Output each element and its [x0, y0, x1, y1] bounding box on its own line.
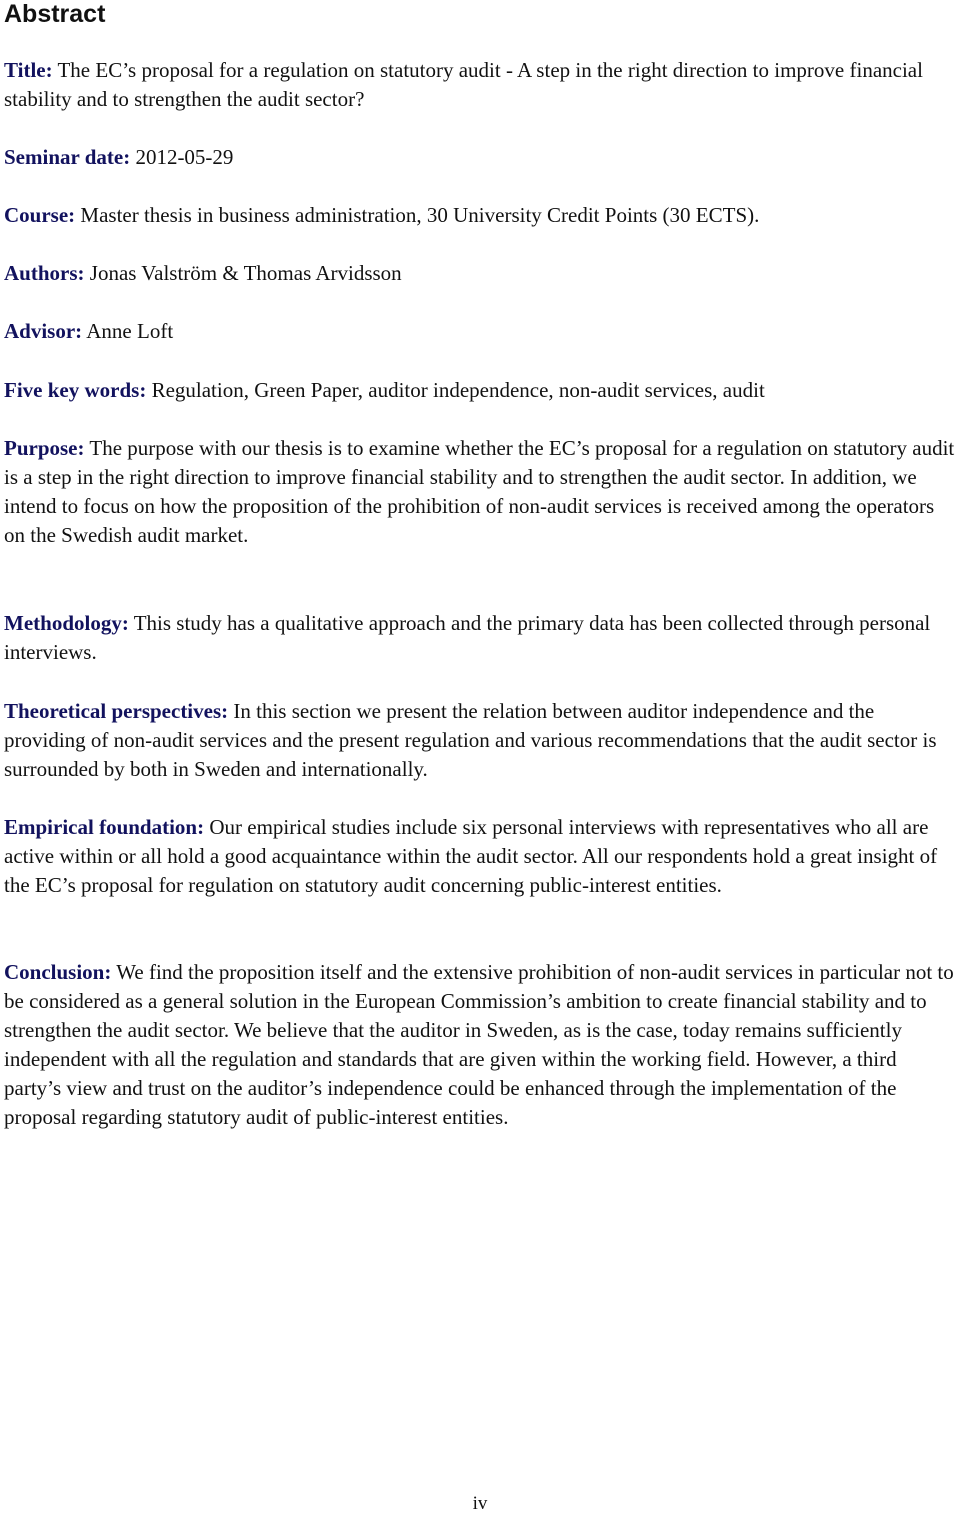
- course-value: Master thesis in business administration, 30 University Credit Points (30 ECTS).: [80, 203, 760, 227]
- advisor-value: Anne Loft: [86, 319, 174, 343]
- title-field: [4, 56, 958, 114]
- purpose-field: [4, 434, 958, 550]
- title-label: Title:: [4, 58, 53, 82]
- empirical-foundation-value: Our empirical studies include six personal interviews with representatives who all are active within or all hold a good acquaintance within the audit sector. All our respondents hold a great insight of the EC’s proposal for regulation on statutory audit concerning public-interest entities.: [4, 815, 938, 897]
- authors-label: Authors:: [4, 261, 85, 285]
- course-field: [4, 201, 958, 230]
- seminar-date-value: 2012-05-29: [135, 145, 234, 169]
- purpose-label: Purpose:: [4, 436, 85, 460]
- title-value: The EC’s proposal for a regulation on statutory audit - A step in the right direction to improve financial stability and to strengthen the audit sector?: [4, 58, 923, 111]
- methodology-field: [4, 609, 958, 667]
- seminar-date-field: [4, 143, 958, 172]
- advisor-field: [4, 317, 958, 346]
- key-words-field: [4, 376, 958, 405]
- theoretical-perspectives-value: In this section we present the relation between auditor independence and the providing of non-audit services and the present regulation and various recommendations that the audit sector is surrounded by both in Sweden and internationally.: [4, 699, 937, 781]
- key-words-value: Regulation, Green Paper, auditor independence, non-audit services, audit: [151, 378, 765, 402]
- abstract-heading: Abstract: [4, 0, 106, 28]
- purpose-value: The purpose with our thesis is to examine whether the EC’s proposal for a regulation on statutory audit is a step in the right direction to improve financial stability and to strengthen the audit sector. In addition, we intend to focus on how the proposition of the prohibition of non-audit services is received among the operators on the Swedish audit market.: [4, 436, 955, 547]
- empirical-foundation-label: Empirical foundation:: [4, 815, 205, 839]
- key-words-label: Five key words:: [4, 378, 147, 402]
- seminar-date-label: Seminar date:: [4, 145, 131, 169]
- methodology-label: Methodology:: [4, 611, 129, 635]
- page-number: iv: [472, 1493, 488, 1514]
- authors-value: Jonas Valström & Thomas Arvidsson: [89, 261, 402, 285]
- authors-field: [4, 259, 958, 288]
- theoretical-perspectives-field: [4, 697, 958, 784]
- course-label: Course:: [4, 203, 76, 227]
- conclusion-label: Conclusion:: [4, 960, 112, 984]
- advisor-label: Advisor:: [4, 319, 83, 343]
- empirical-foundation-field: [4, 813, 958, 900]
- theoretical-perspectives-label: Theoretical perspectives:: [4, 699, 229, 723]
- methodology-value: This study has a qualitative approach and the primary data has been collected through personal interviews.: [4, 611, 931, 664]
- conclusion-value: We find the proposition itself and the extensive prohibition of non-audit services in particular not to be considered as a general solution in the European Commission’s ambition to create financial stability and to strengthen the audit sector. We believe that the auditor in Sweden, as is the case, today remains sufficiently independent with all the regulation and standards that are given within the working field. However, a third party’s view and trust on the auditor’s independence could be enhanced through the implementation of the proposal regarding statutory audit of public-interest entities.: [4, 960, 954, 1129]
- conclusion-field: [4, 958, 958, 1132]
